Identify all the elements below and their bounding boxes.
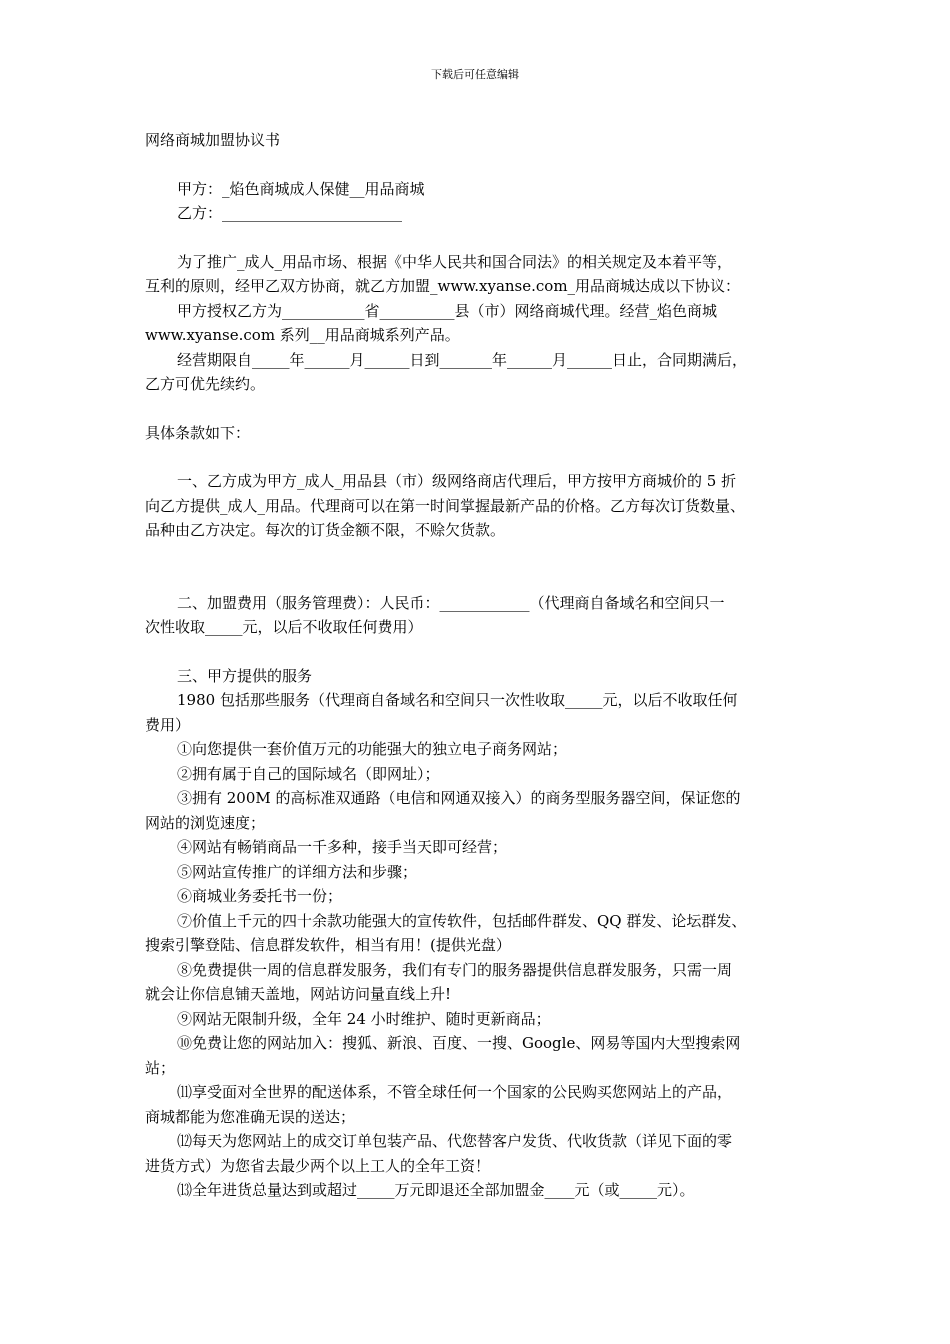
section-heading: 具体条款如下： — [145, 423, 251, 442]
document-title: 网络商城加盟协议书 — [145, 131, 281, 149]
party-b-line: 乙方：________________________ — [177, 204, 403, 222]
service-item: ⑧免费提供一周的信息群发服务，我们有专门的服务器提供信息群发服务，只需一周 — [177, 960, 733, 979]
service-item: ①向您提供一套价值万元的功能强大的独立电子商务网站； — [177, 740, 568, 758]
service-item: 进货方式）为您省去最少两个以上工人的全年工资！ — [145, 1156, 491, 1175]
clause-heading: 三、甲方提供的服务 — [177, 666, 313, 685]
paragraph-line: 乙方可优先续约。 — [145, 375, 266, 393]
clause-line: 1980 包括那些服务（代理商自备域名和空间只一次性收取_____元，以后不收取任何 — [177, 691, 738, 709]
service-item: ⑥商城业务委托书一份； — [177, 887, 343, 905]
service-item: ②拥有属于自己的国际域名（即网址）； — [177, 764, 440, 783]
paragraph-line: www.xyanse.com 系列__用品商城系列产品。 — [145, 326, 460, 344]
clause-line: 品种由乙方决定。每次的订货金额不限，不赊欠货款。 — [145, 521, 506, 539]
service-item: ⒀全年进货总量达到或超过_____万元即退还全部加盟金____元（或_____元）。 — [177, 1181, 695, 1199]
clause-line: 一、乙方成为甲方_成人_用品县（市）级网络商店代理后，甲方按甲方商城价的 5 折 — [177, 472, 737, 490]
service-item: ⑩免费让您的网站加入：搜狐、新浪、百度、一搜、Google、网易等国内大型搜索网 — [177, 1034, 741, 1052]
document-body — [145, 128, 817, 1203]
service-item: ③拥有 200M 的高标准双通路（电信和网通双接入）的商务型服务器空间，保证您的 — [177, 789, 741, 807]
paragraph-line: 经营期限自_____年______月______日到_______年______月______日止，合同期满后， — [177, 350, 748, 369]
service-item: ⑿每天为您网站上的成交订单包装产品、代您替客户发货、代收货款（详见下面的零 — [177, 1132, 733, 1150]
clause-line: 费用） — [145, 715, 191, 734]
service-item: 网站的浏览速度； — [145, 813, 266, 832]
service-item: 就会让你信息铺天盖地，网站访问量直线上升! — [145, 985, 452, 1003]
service-item: 搜索引擎登陆、信息群发软件，相当有用！(提供光盘） — [145, 936, 511, 954]
service-item: ⑤网站宣传推广的详细方法和步骤； — [177, 862, 418, 881]
clause-line: 二、加盟费用（服务管理费）：人民币：____________（代理商自备域名和空间只一 — [177, 593, 725, 612]
clause-line: 向乙方提供_成人_用品。代理商可以在第一时间掌握最新产品的价格。乙方每次订货数量、 — [145, 496, 746, 515]
service-item: ⑦价值上千元的四十余款功能强大的宣传软件，包括邮件群发、QQ 群发、论坛群发、 — [177, 911, 747, 930]
service-item: ⑨网站无限制升级，全年 24 小时维护、随时更新商品； — [177, 1009, 551, 1028]
service-item: 站； — [145, 1058, 176, 1077]
service-item: 商城都能为您准确无误的送达； — [145, 1107, 356, 1126]
paragraph-line: 互利的原则，经甲乙双方协商，就乙方加盟_www.xyanse.com_用品商城达成以下协议： — [145, 277, 741, 295]
party-a-line: 甲方：_焰色商城成人保健__用品商城 — [177, 179, 425, 198]
service-item: ⑾享受面对全世界的配送体系，不管全球任何一个国家的公民购买您网站上的产品， — [177, 1083, 733, 1101]
clause-line: 次性收取_____元，以后不收取任何费用） — [145, 618, 423, 636]
paragraph-line: 甲方授权乙方为___________省__________县（市）网络商城代理。经营_焰色商城 — [177, 301, 718, 320]
service-item: ④网站有畅销商品一千多种，接手当天即可经营； — [177, 838, 508, 856]
page-header: 下载后可任意编辑 — [431, 68, 519, 81]
paragraph-line: 为了推广_成人_用品市场、根据《中华人民共和国合同法》的相关规定及本着平等， — [177, 252, 733, 271]
